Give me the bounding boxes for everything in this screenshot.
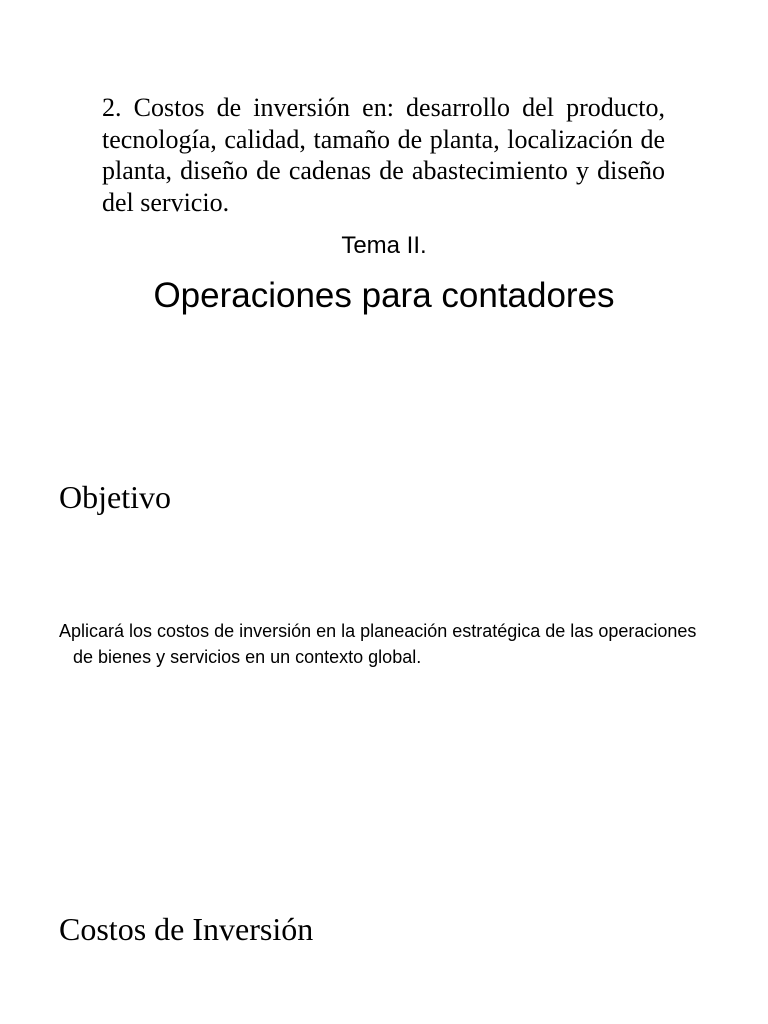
topic-label: Tema II. [341, 232, 427, 259]
topic-title: Operaciones para contadores [153, 276, 615, 315]
objective-heading: Objetivo [59, 479, 171, 515]
intro-paragraph: 2. Costos de inversión en: desarrollo del producto, tecnología, calidad, tamaño de planta, localización de planta, diseño de cadenas de abastecimiento y diseño del servicio. [102, 93, 665, 217]
investment-costs-heading: Costos de Inversión [59, 911, 314, 947]
objective-text: Aplicará los costos de inversión en la planeación estratégica de las operaciones de bienes y servicios en un contexto global. [59, 621, 697, 667]
